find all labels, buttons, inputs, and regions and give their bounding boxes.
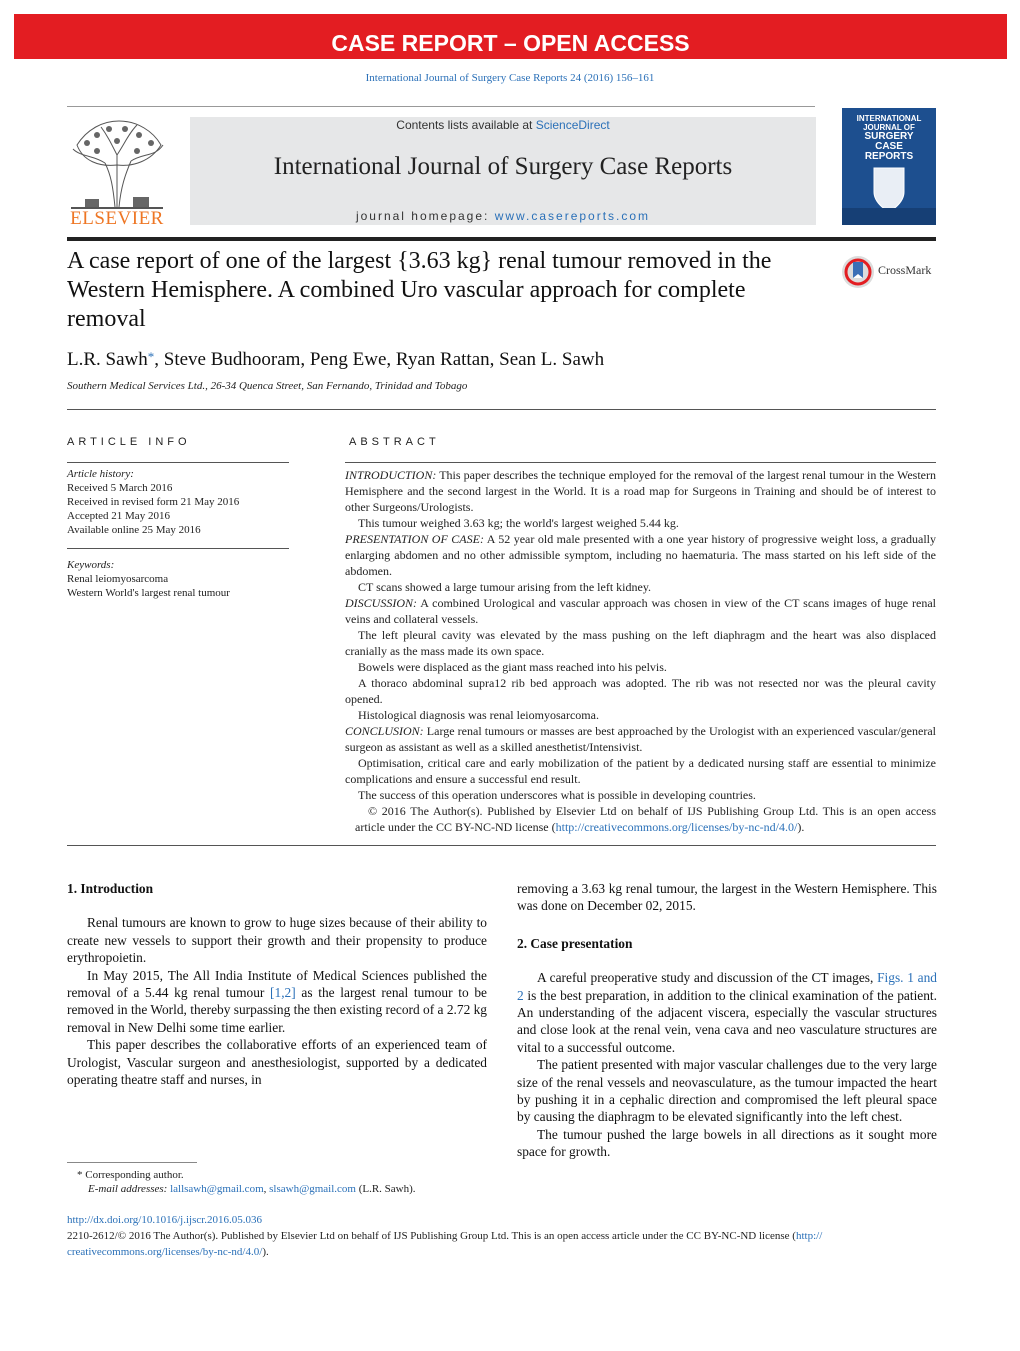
- abstract-copyright: [345, 803, 936, 835]
- article-info-rule: [67, 462, 289, 463]
- intro-p2-text-end: as the largest renal tumour to be removed in the World, thereby surpassing the then existing record of a 2.72 kg removal in New Delhi some time earlier.: [67, 985, 488, 1035]
- contents-line: [190, 118, 816, 132]
- footer-license-link-b[interactable]: creativecommons.org/licenses/by-nc-nd/4.0/: [67, 1246, 263, 1258]
- reference-link-1-2[interactable]: [1,2]: [270, 985, 296, 1001]
- abstract-intro: [345, 467, 936, 515]
- journal-masthead: [190, 117, 816, 225]
- intro-label: INTRODUCTION:: [345, 468, 437, 482]
- abstract-rule: [345, 462, 936, 463]
- sciencedirect-link[interactable]: ScienceDirect: [535, 118, 610, 132]
- affiliation: Southern Medical Services Ltd., 26-34 Quenca Street, San Fernando, Trinidad and Tobago: [67, 380, 468, 392]
- header-bottom-rule: [67, 409, 936, 410]
- article-title: A case report of one of the largest {3.63 kg} renal tumour removed in the Western Hemisphere. A combined Uro vascular approach for complete removal: [67, 248, 772, 332]
- conclusion-text: Large renal tumours or masses are best approached by the Urologist with an experienced vascular/general surgeon as assistant as well as a skilled anesthetist/Intensivist.: [345, 724, 936, 754]
- issn-text: 2210-2612/© 2016 The Author(s). Published by Elsevier Ltd on behalf of IJS Publishing Group Ltd. This is an open access article under the CC BY-NC-ND license (: [67, 1230, 796, 1242]
- abstract-discussion-5: Histological diagnosis was renal leiomyosarcoma.: [358, 708, 599, 722]
- masthead-top-rule: [67, 106, 815, 107]
- article-history: [67, 467, 289, 537]
- keyword-2: Western World's largest renal tumour: [67, 587, 230, 599]
- abstract-conclusion: [345, 723, 936, 755]
- co-authors: , Steve Budhooram, Peng Ewe, Ryan Rattan, Sean L. Sawh: [154, 349, 605, 370]
- article-info-heading: ARTICLE INFO: [67, 436, 191, 448]
- case-p1-text-end: is the best preparation, in addition to the clinical examination of the patient. An understanding of the adjacent viscera, especially the vascular structures and close look at the renal vein, vena cava and neo vasculature structures are vital to a successful outcome.: [517, 987, 937, 1055]
- homepage-link[interactable]: www.casereports.com: [494, 209, 651, 223]
- journal-homepage: [190, 209, 816, 223]
- publisher-wordmark: ELSEVIER: [70, 208, 164, 229]
- email-addresses: [67, 1182, 487, 1196]
- copyright-end: ).: [797, 820, 805, 834]
- email-separator: ,: [263, 1183, 270, 1195]
- keywords-rule: [67, 548, 289, 549]
- footnote-corresponding: Corresponding author.: [82, 1169, 184, 1181]
- corresponding-author-mark[interactable]: *: [147, 349, 155, 364]
- abstract-conclusion-3: The success of this operation underscores what is possible in developing countries.: [358, 788, 756, 802]
- homepage-prefix: journal homepage:: [355, 209, 495, 223]
- case-label: PRESENTATION OF CASE:: [345, 532, 484, 546]
- crossmark-label: CrossMark: [878, 263, 932, 277]
- email-link-2[interactable]: slsawh@gmail.com: [269, 1183, 356, 1195]
- abstract-discussion-2: The left pleural cavity was elevated by the mass pushing on the left diaphragm and the heart was also displaced cranially as the mass made its own space.: [345, 628, 936, 658]
- footer-license-link-a[interactable]: http://: [795, 1230, 823, 1242]
- abstract-discussion-3: Bowels were displaced as the giant mass reached into his pelvis.: [358, 660, 667, 674]
- journal-cover-image: [842, 108, 936, 225]
- doi-footer: [67, 1212, 936, 1260]
- intro-paragraph-3-cont: removing a 3.63 kg renal tumour, the largest in the Western Hemisphere. This was done on December 02, 2015.: [517, 881, 937, 914]
- abstract-heading: ABSTRACT: [349, 436, 440, 448]
- journal-citation[interactable]: International Journal of Surgery Case Reports 24 (2016) 156–161: [365, 72, 655, 84]
- open-access-banner: CASE REPORT – OPEN ACCESS: [14, 14, 1007, 59]
- keywords-label: Keywords:: [67, 559, 115, 571]
- case-text: A 52 year old male presented with a one year history of progressive weight loss, a gradually enlarging abdomen and no other admissible symptom, including no haematuria. The mass started on his left side of the abdomen.: [345, 532, 936, 578]
- case-paragraph-2: The patient presented with major vascular challenges due to the very large size of the renal vessels and neovasculature, as the tumour impacted the heart by pushing it in a cephalic direction and compromised the left pleural space by causing the diaphragm to be elevated significantly into the left chest.: [517, 1057, 937, 1125]
- abstract-discussion: [345, 595, 936, 627]
- history-online: Available online 25 May 2016: [67, 524, 201, 536]
- contents-prefix: Contents lists available at: [396, 118, 536, 132]
- keywords: [67, 558, 289, 600]
- cover-line-1: INTERNATIONAL JOURNAL OF: [856, 114, 922, 132]
- intro-paragraph-3: This paper describes the collaborative efforts of an experienced team of Urologist, Vascular surgeon and anesthesiologist, supported by a dedicated operating theatre staff and nurses, in: [67, 1037, 487, 1088]
- author-list: [67, 349, 604, 371]
- crossmark-icon: [840, 254, 876, 290]
- footer-license-end: ).: [262, 1246, 269, 1258]
- history-label: Article history:: [67, 468, 134, 480]
- intro-p2-text: In May 2015, The All India Institute of Medical Sciences published the removal of a 5.44 kg renal tumour: [67, 967, 487, 1001]
- body-column-left: [67, 880, 487, 1088]
- history-accepted: Accepted 21 May 2016: [67, 510, 170, 522]
- discussion-label: DISCUSSION:: [345, 596, 417, 610]
- intro-paragraph-2: [67, 967, 487, 1037]
- footnote: [67, 1168, 487, 1196]
- keyword-1: Renal leiomyosarcoma: [67, 573, 169, 585]
- copyright-text: © 2016 The Author(s). Published by Elsevier Ltd on behalf of IJS Publishing Group Ltd. This is an open access article under the CC BY-NC-ND license (: [355, 804, 936, 834]
- corresponding-author-note: [67, 1168, 487, 1182]
- first-author: L.R. Sawh: [67, 349, 148, 370]
- cover-line-2: SURGERY: [864, 131, 914, 142]
- history-revised: Received in revised form 21 May 2016: [67, 496, 240, 508]
- body-column-right: [517, 880, 937, 1161]
- abstract-bottom-rule: [67, 845, 936, 846]
- journal-name: International Journal of Surgery Case Reports: [273, 153, 733, 180]
- introduction-heading: 1. Introduction: [67, 881, 154, 896]
- discussion-text: A combined Urological and vascular approach was chosen in view of the CT scans images of huge renal veins and collateral vessels.: [345, 596, 936, 626]
- intro-text: This paper describes the technique employed for the removal of the largest renal tumour in the Western Hemisphere and the second largest in the World. It is a road map for Surgeons in Training and should be of interest to other Surgeons/Urologists.: [345, 468, 936, 514]
- issn-copyright: [67, 1228, 936, 1260]
- abstract-case: [345, 531, 936, 579]
- abstract-body: [345, 467, 936, 835]
- cover-line-4: REPORTS: [864, 151, 914, 162]
- cover-crest-icon: [842, 108, 936, 225]
- footnote-mark: *: [77, 1169, 83, 1181]
- case-p1-text: A careful preoperative study and discussion of the CT images,: [537, 970, 878, 986]
- figures-link[interactable]: Figs. 1 and 2: [517, 970, 937, 1003]
- abstract-conclusion-2: Optimisation, critical care and early mobilization of the patient by a dedicated nursing staff are essential to minimize complications and ensure a successful end result.: [345, 756, 936, 786]
- abstract-discussion-4: A thoraco abdominal supra12 rib bed approach was adopted. The rib was not resected nor was the pleural cavity opened.: [345, 676, 936, 706]
- intro-paragraph-1: Renal tumours are known to grow to huge sizes because of their ability to create new vessels to support their growth and their propensity to produce erythropoietin.: [67, 915, 487, 966]
- abstract-case-2: CT scans showed a large tumour arising from the left kidney.: [358, 580, 652, 594]
- case-paragraph-3: The tumour pushed the large bowels in all directions as it sought more space for growth.: [517, 1126, 937, 1160]
- conclusion-label: CONCLUSION:: [345, 724, 424, 738]
- email-label: E-mail addresses:: [88, 1183, 171, 1195]
- cover-line-3: CASE: [875, 141, 903, 152]
- history-received: Received 5 March 2016: [67, 482, 173, 494]
- license-link[interactable]: http://creativecommons.org/licenses/by-nc-nd/4.0/: [555, 820, 798, 834]
- abstract-intro-2: This tumour weighed 3.63 kg; the world's largest weighed 5.44 kg.: [358, 516, 679, 530]
- case-presentation-heading: 2. Case presentation: [517, 935, 633, 951]
- crossmark-badge[interactable]: [840, 254, 936, 292]
- case-paragraph-1: [517, 969, 937, 1056]
- title-divider: [67, 237, 936, 241]
- email-link-1[interactable]: lallsawh@gmail.com: [170, 1183, 264, 1195]
- doi-link[interactable]: http://dx.doi.org/10.1016/j.ijscr.2016.05.036: [67, 1214, 263, 1226]
- footnote-rule: [67, 1162, 197, 1163]
- email-owner: (L.R. Sawh).: [355, 1183, 416, 1195]
